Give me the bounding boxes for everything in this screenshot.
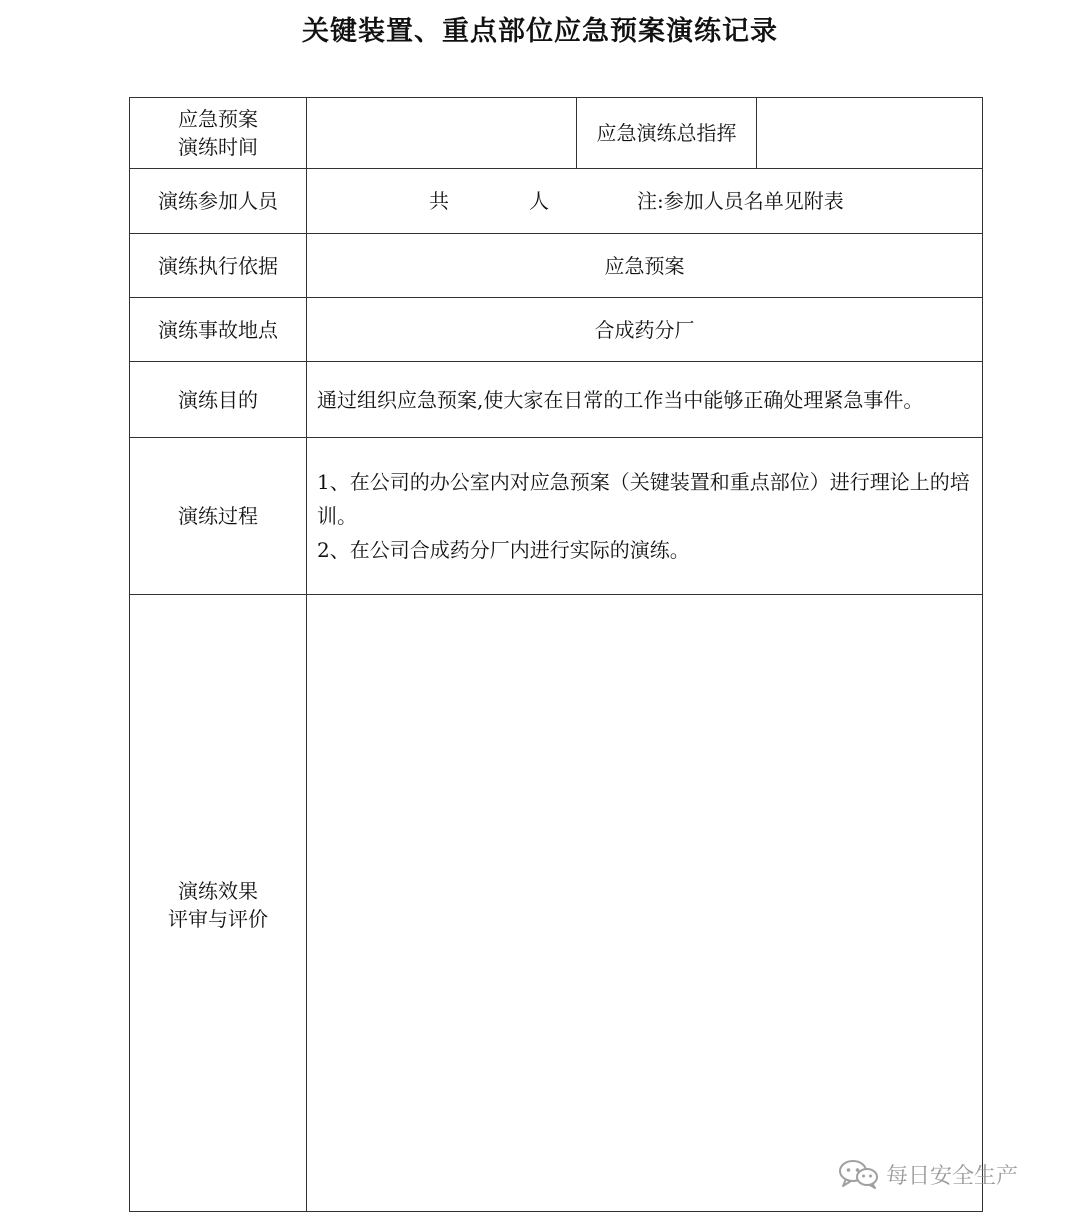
evaluation-label-line2: 评审与评价 — [168, 907, 268, 931]
participants-value[interactable] — [307, 169, 983, 234]
row-basis — [130, 234, 983, 298]
row-participants — [130, 169, 983, 234]
drill-time-value[interactable] — [307, 98, 577, 169]
purpose-label: 演练目的 — [130, 362, 307, 438]
location-label: 演练事故地点 — [130, 298, 307, 362]
drill-record-table — [129, 97, 983, 1212]
row-process — [130, 438, 983, 595]
commander-label: 应急演练总指挥 — [577, 98, 757, 169]
process-item-1: 1、在公司的办公室内对应急预案（关键装置和重点部位）进行理论上的培训。 — [317, 470, 970, 528]
watermark-text: 每日安全生产 — [886, 1163, 1019, 1189]
basis-value: 应急预案 — [307, 234, 983, 298]
basis-label: 演练执行依据 — [130, 234, 307, 298]
participants-total-prefix: 共 — [429, 189, 449, 213]
row-evaluation — [130, 595, 983, 1212]
participants-note: 注:参加人员名单见附表 — [637, 189, 844, 213]
row-drill-time — [130, 98, 983, 169]
participants-label: 演练参加人员 — [130, 169, 307, 234]
page-title: 关键装置、重点部位应急预案演练记录 — [302, 16, 778, 47]
row-location — [130, 298, 983, 362]
drill-time-label-line2: 演练时间 — [178, 135, 258, 159]
evaluation-label-line1: 演练效果 — [178, 879, 258, 903]
process-label: 演练过程 — [130, 438, 307, 595]
evaluation-value[interactable] — [307, 595, 983, 1212]
drill-time-label-line1: 应急预案 — [178, 107, 258, 131]
process-item-2: 2、在公司合成药分厂内进行实际的演练。 — [317, 538, 690, 562]
purpose-value: 通过组织应急预案,使大家在日常的工作当中能够正确处理紧急事件。 — [307, 362, 983, 438]
participants-total-suffix: 人 — [529, 189, 549, 213]
commander-value[interactable] — [757, 98, 983, 169]
process-value — [307, 438, 983, 595]
evaluation-label — [130, 595, 307, 1212]
row-purpose — [130, 362, 983, 438]
location-value: 合成药分厂 — [307, 298, 983, 362]
wechat-icon — [838, 1159, 880, 1189]
drill-time-label — [130, 98, 307, 169]
watermark — [838, 1156, 1018, 1192]
